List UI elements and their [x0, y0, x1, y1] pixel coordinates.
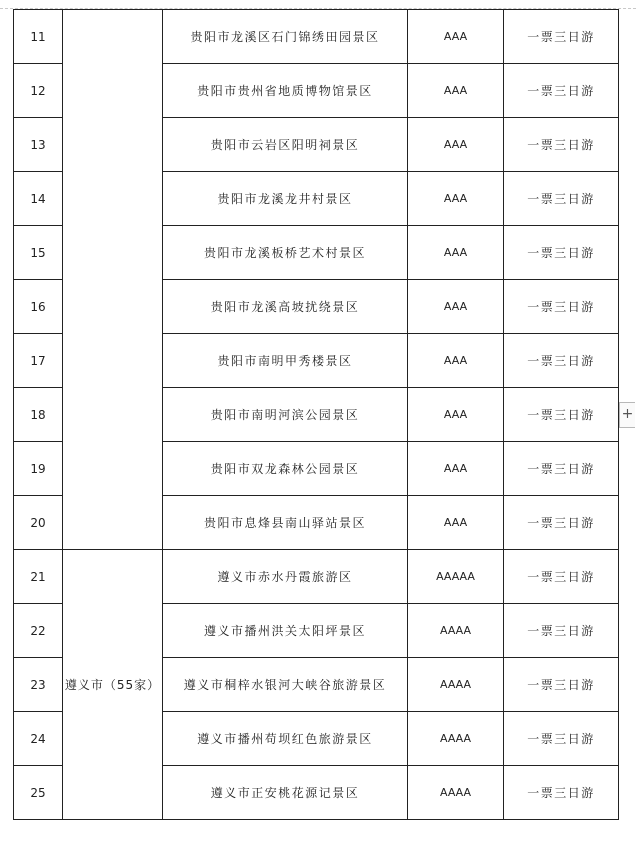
spot-grade: AAA	[408, 226, 504, 280]
table-row	[14, 550, 619, 604]
spot-grade: AAA	[408, 388, 504, 442]
page-top-edge	[0, 0, 636, 9]
spot-name: 贵阳市龙溪区石门锦绣田园景区	[163, 10, 408, 64]
spot-grade: AAA	[408, 496, 504, 550]
ticket-type: 一票三日游	[504, 766, 619, 820]
ticket-type: 一票三日游	[504, 172, 619, 226]
ticket-type: 一票三日游	[504, 604, 619, 658]
spot-name: 贵阳市龙溪板桥艺术村景区	[163, 226, 408, 280]
ticket-type: 一票三日游	[504, 280, 619, 334]
scenic-spot-table	[13, 9, 619, 820]
spot-grade: AAA	[408, 172, 504, 226]
spot-grade: AAA	[408, 64, 504, 118]
city-group-guiyang	[63, 10, 163, 550]
ticket-type: 一票三日游	[504, 550, 619, 604]
row-number: 18	[14, 388, 63, 442]
spot-grade: AAAA	[408, 658, 504, 712]
spot-name: 遵义市播州苟坝红色旅游景区	[163, 712, 408, 766]
spot-grade: AAA	[408, 118, 504, 172]
ticket-type: 一票三日游	[504, 118, 619, 172]
city-group-zunyi: 遵义市（55家）	[63, 550, 163, 820]
spot-name: 遵义市赤水丹霞旅游区	[163, 550, 408, 604]
ticket-type: 一票三日游	[504, 658, 619, 712]
table-row	[14, 10, 619, 64]
spot-name: 贵阳市双龙森林公园景区	[163, 442, 408, 496]
row-number: 21	[14, 550, 63, 604]
ticket-type: 一票三日游	[504, 334, 619, 388]
ticket-type: 一票三日游	[504, 388, 619, 442]
spot-name: 贵阳市南明甲秀楼景区	[163, 334, 408, 388]
spot-name: 贵阳市龙溪龙井村景区	[163, 172, 408, 226]
spot-name: 贵阳市龙溪高坡扰绕景区	[163, 280, 408, 334]
ticket-type: 一票三日游	[504, 496, 619, 550]
row-number: 23	[14, 658, 63, 712]
row-number: 15	[14, 226, 63, 280]
spot-name: 贵阳市息烽县南山驿站景区	[163, 496, 408, 550]
spot-name: 遵义市桐梓水银河大峡谷旅游景区	[163, 658, 408, 712]
ticket-type: 一票三日游	[504, 226, 619, 280]
spot-grade: AAAA	[408, 712, 504, 766]
spot-grade: AAA	[408, 280, 504, 334]
spot-grade: AAAA	[408, 604, 504, 658]
row-number: 16	[14, 280, 63, 334]
spot-grade: AAA	[408, 442, 504, 496]
row-number: 17	[14, 334, 63, 388]
row-number: 24	[14, 712, 63, 766]
spot-name: 贵阳市贵州省地质博物馆景区	[163, 64, 408, 118]
row-number: 19	[14, 442, 63, 496]
row-number: 13	[14, 118, 63, 172]
ticket-type: 一票三日游	[504, 64, 619, 118]
ticket-type: 一票三日游	[504, 442, 619, 496]
row-number: 14	[14, 172, 63, 226]
spot-name: 贵阳市南明河滨公园景区	[163, 388, 408, 442]
spot-name: 贵阳市云岩区阳明祠景区	[163, 118, 408, 172]
spot-name: 遵义市播州洪关太阳坪景区	[163, 604, 408, 658]
row-number: 25	[14, 766, 63, 820]
spot-grade: AAA	[408, 334, 504, 388]
ticket-type: 一票三日游	[504, 712, 619, 766]
row-number: 22	[14, 604, 63, 658]
spot-grade: AAAAA	[408, 550, 504, 604]
spot-grade: AAAA	[408, 766, 504, 820]
ticket-type: 一票三日游	[504, 10, 619, 64]
spot-name: 遵义市正安桃花源记景区	[163, 766, 408, 820]
row-number: 20	[14, 496, 63, 550]
row-number: 11	[14, 10, 63, 64]
spot-grade: AAA	[408, 10, 504, 64]
row-number: 12	[14, 64, 63, 118]
add-row-button[interactable]: +	[619, 402, 635, 428]
